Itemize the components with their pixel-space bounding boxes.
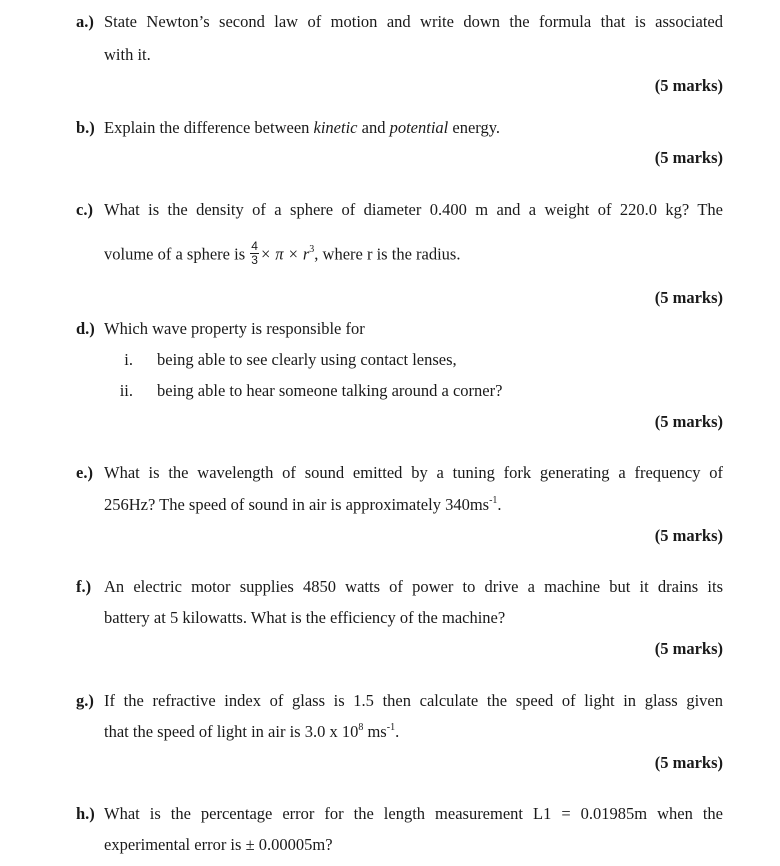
text-segment: , where r is the radius. (314, 244, 461, 264)
formula: × π × r (259, 244, 310, 264)
question-text-line: What is the wavelength of sound emitted by a tuning fork generating a frequency of (104, 463, 723, 482)
marks-label: (5 marks) (654, 148, 723, 167)
list-item-number: i. (124, 350, 133, 369)
question-text-line: experimental error is ± 0.00005m? (104, 835, 333, 854)
question-text-line: with it. (104, 45, 151, 64)
list-item-text: being able to hear someone talking around a corner? (157, 381, 503, 400)
text-segment: 256Hz? The speed of sound in air is approximately 340ms (104, 495, 490, 514)
question-text-line (104, 239, 461, 269)
question-letter: h.) (76, 804, 95, 823)
text-segment: that the speed of light in air is 3.0 x 10 (104, 722, 359, 741)
text-segment: Explain the difference between (104, 118, 314, 137)
exponent: -1 (386, 721, 396, 733)
exponent: 3 (309, 243, 315, 255)
question-text-line: What is the density of a sphere of diameter 0.400 m and a weight of 220.0 kg? The (104, 200, 723, 219)
question-letter: b.) (76, 118, 95, 137)
emphasis-kinetic: kinetic (313, 118, 358, 137)
question-text-line: battery at 5 kilowatts. What is the efficiency of the machine? (104, 608, 506, 627)
question-letter: f.) (76, 577, 92, 596)
marks-label: (5 marks) (654, 639, 723, 658)
question-letter: a.) (76, 12, 94, 31)
question-text-line (104, 722, 399, 742)
question-text-line: An electric motor supplies 4850 watts of power to drive a machine but it drains its (104, 577, 723, 596)
marks-label: (5 marks) (654, 753, 723, 772)
marks-label: (5 marks) (654, 288, 723, 307)
marks-label: (5 marks) (654, 412, 723, 431)
marks-label: (5 marks) (654, 76, 723, 95)
text-segment: . (497, 495, 502, 514)
fraction (250, 240, 259, 267)
fraction-denominator: 3 (251, 253, 258, 267)
text-segment: . (395, 722, 400, 741)
question-letter: c.) (76, 200, 93, 219)
list-item-text: being able to see clearly using contact lenses, (157, 350, 457, 369)
text-segment: ms (363, 722, 387, 741)
emphasis-potential: potential (389, 118, 449, 137)
exponent: -1 (489, 494, 498, 506)
question-letter: g.) (76, 691, 94, 710)
question-text-line: What is the percentage error for the length measurement L1 = 0.01985m when the (104, 804, 723, 823)
text-segment: volume of a sphere is (104, 244, 250, 264)
question-text-line: State Newton’s second law of motion and write down the formula that is associated (104, 12, 723, 31)
text-segment: energy. (448, 118, 501, 137)
fraction-numerator: 4 (251, 239, 258, 253)
exponent: 8 (358, 721, 364, 733)
marks-label: (5 marks) (654, 526, 723, 545)
list-item-number: ii. (119, 381, 133, 400)
text-segment: and (357, 118, 390, 137)
question-text-line (104, 118, 500, 138)
question-text-line: Which wave property is responsible for (104, 319, 365, 338)
question-text-line (104, 495, 502, 515)
question-letter: d.) (76, 319, 95, 338)
question-letter: e.) (76, 463, 93, 482)
question-text-line: If the refractive index of glass is 1.5 then calculate the speed of light in glass given (104, 691, 723, 710)
